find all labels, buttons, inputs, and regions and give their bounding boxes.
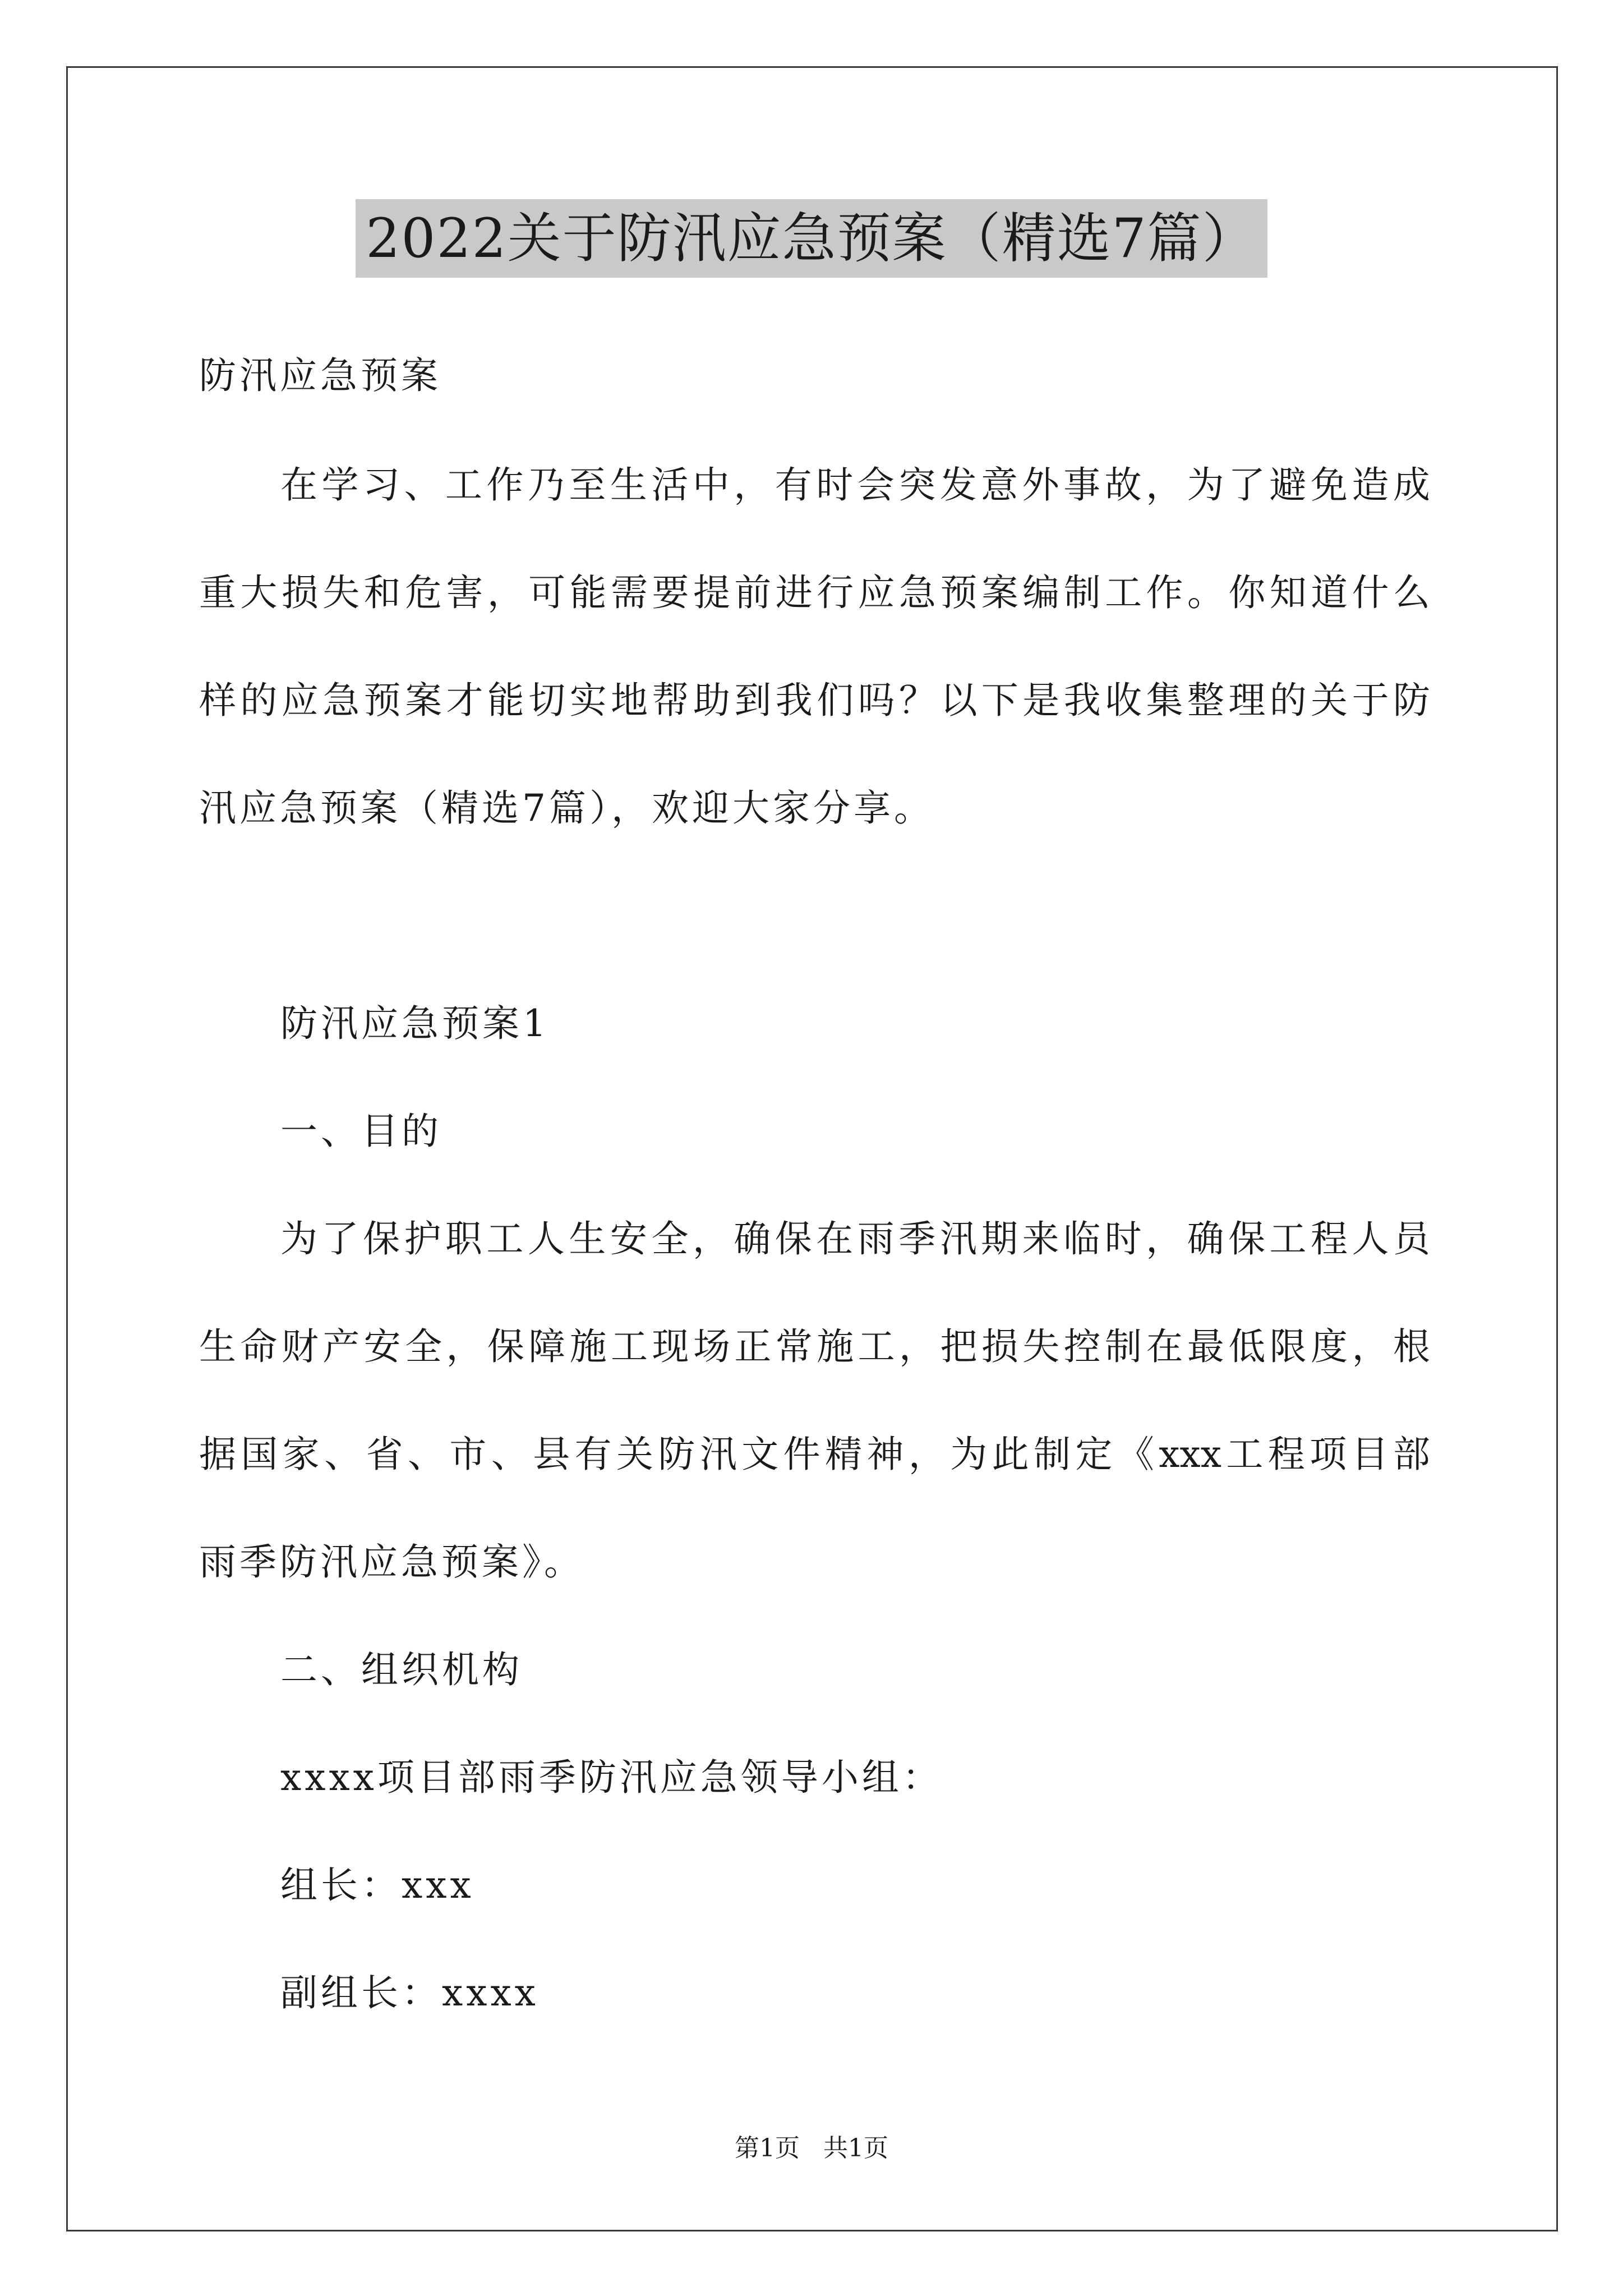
section-heading: 防汛应急预案1 <box>280 1002 550 1045</box>
title-container <box>0 199 1623 278</box>
paragraph-line: 雨季防汛应急预案》。 <box>199 1540 584 1584</box>
paragraph-line: xxxx项目部雨季防汛应急领导小组： <box>280 1756 943 1799</box>
document-title: 2022关于防汛应急预案（精选7篇） <box>356 199 1267 278</box>
paragraph-line: 汛应急预案（精选7篇），欢迎大家分享。 <box>199 786 934 830</box>
section-heading: 一、目的 <box>280 1110 442 1153</box>
paragraph-line: 重大损失和危害，可能需要提前进行应急预案编制工作。你知道什么 <box>199 571 1430 614</box>
paragraph-line: 副组长：xxxx <box>280 1971 539 2014</box>
subtitle: 防汛应急预案 <box>199 354 441 397</box>
paragraph-line: 组长：xxx <box>280 1864 474 1907</box>
paragraph-line: 据国家、省、市、县有关防汛文件精神，为此制定《xxx工程项目部 <box>199 1433 1430 1476</box>
paragraph-line: 样的应急预案才能切实地帮助到我们吗？以下是我收集整理的关于防 <box>199 679 1430 722</box>
section-heading: 二、组织机构 <box>280 1648 523 1691</box>
page-footer: 第1页 共1页 <box>735 2134 888 2162</box>
paragraph-line: 生命财产安全，保障施工现场正常施工，把损失控制在最低限度，根 <box>199 1325 1430 1368</box>
paragraph-line: 为了保护职工人生安全，确保在雨季汛期来临时，确保工程人员 <box>280 1217 1430 1260</box>
paragraph-line: 在学习、工作乃至生活中，有时会突发意外事故，为了避免造成 <box>280 463 1430 507</box>
